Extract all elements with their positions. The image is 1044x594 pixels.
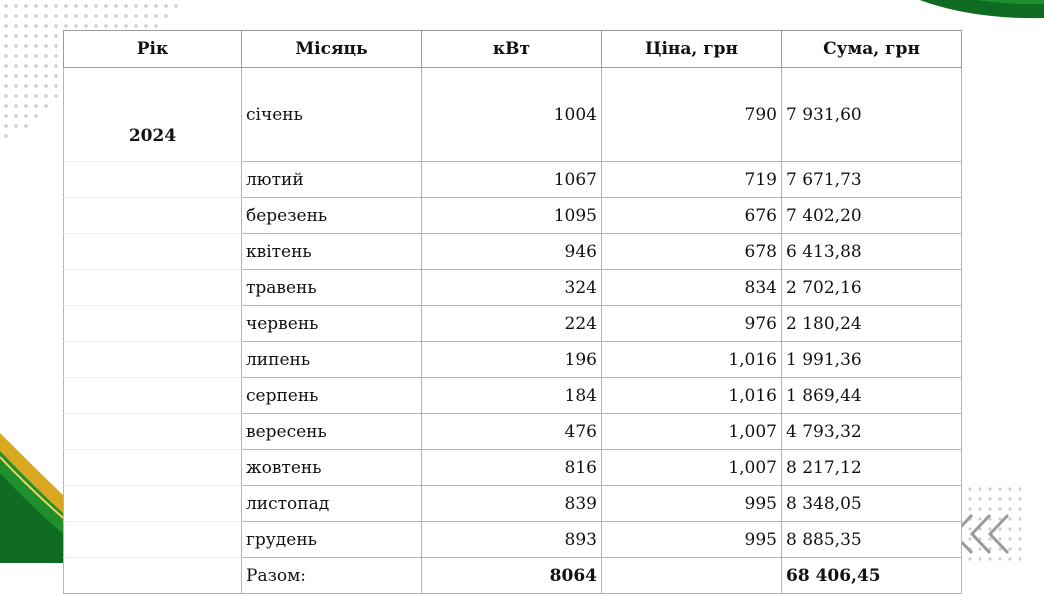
month-cell: серпень — [242, 378, 422, 414]
total-kwt: 8064 — [422, 558, 602, 594]
table-row — [64, 68, 962, 162]
kwt-cell: 1004 — [422, 68, 602, 162]
table-body — [64, 68, 962, 594]
header-sum: Сума, грн — [782, 31, 962, 68]
sum-cell: 8 348,05 — [782, 486, 962, 522]
month-cell: вересень — [242, 414, 422, 450]
price-cell: 676 — [602, 198, 782, 234]
table-row — [64, 162, 962, 198]
month-cell: червень — [242, 306, 422, 342]
year-cell-empty — [64, 450, 242, 486]
table-row — [64, 522, 962, 558]
table-row — [64, 378, 962, 414]
table-row — [64, 486, 962, 522]
table-row — [64, 234, 962, 270]
year-cell-empty — [64, 198, 242, 234]
year-cell-empty — [64, 162, 242, 198]
sum-cell: 8 217,12 — [782, 450, 962, 486]
table-row — [64, 342, 962, 378]
table-row — [64, 450, 962, 486]
header-month: Місяць — [242, 31, 422, 68]
year-cell-empty — [64, 558, 242, 594]
price-cell: 976 — [602, 306, 782, 342]
sum-cell: 7 671,73 — [782, 162, 962, 198]
month-cell: лютий — [242, 162, 422, 198]
year-cell-empty — [64, 342, 242, 378]
kwt-cell: 1095 — [422, 198, 602, 234]
year-cell-empty — [64, 306, 242, 342]
total-price — [602, 558, 782, 594]
header-kwt: кВт — [422, 31, 602, 68]
price-cell: 1,016 — [602, 342, 782, 378]
sum-cell: 2 702,16 — [782, 270, 962, 306]
kwt-cell: 816 — [422, 450, 602, 486]
table-row — [64, 306, 962, 342]
sum-cell: 2 180,24 — [782, 306, 962, 342]
table-row — [64, 198, 962, 234]
kwt-cell: 893 — [422, 522, 602, 558]
total-sum: 68 406,45 — [782, 558, 962, 594]
price-cell: 790 — [602, 68, 782, 162]
table-row — [64, 414, 962, 450]
price-cell: 719 — [602, 162, 782, 198]
sum-cell: 1 991,36 — [782, 342, 962, 378]
month-cell: грудень — [242, 522, 422, 558]
sum-cell: 6 413,88 — [782, 234, 962, 270]
month-cell: листопад — [242, 486, 422, 522]
kwt-cell: 476 — [422, 414, 602, 450]
sum-cell: 1 869,44 — [782, 378, 962, 414]
price-cell: 1,016 — [602, 378, 782, 414]
sum-cell: 7 931,60 — [782, 68, 962, 162]
table-total-row — [64, 558, 962, 594]
sum-cell: 4 793,32 — [782, 414, 962, 450]
header-year: Рік — [64, 31, 242, 68]
month-cell: березень — [242, 198, 422, 234]
year-cell-empty — [64, 522, 242, 558]
year-cell-empty — [64, 234, 242, 270]
month-cell: липень — [242, 342, 422, 378]
month-cell: травень — [242, 270, 422, 306]
total-label: Разом: — [242, 558, 422, 594]
month-cell: жовтень — [242, 450, 422, 486]
year-cell-empty — [64, 486, 242, 522]
table-row — [64, 270, 962, 306]
price-cell: 834 — [602, 270, 782, 306]
kwt-cell: 184 — [422, 378, 602, 414]
sum-cell: 7 402,20 — [782, 198, 962, 234]
price-cell: 1,007 — [602, 450, 782, 486]
kwt-cell: 1067 — [422, 162, 602, 198]
month-cell: січень — [242, 68, 422, 162]
price-cell: 678 — [602, 234, 782, 270]
year-cell-empty — [64, 414, 242, 450]
header-price: Ціна, грн — [602, 31, 782, 68]
year-cell: 2024 — [64, 68, 242, 162]
kwt-cell: 324 — [422, 270, 602, 306]
price-cell: 1,007 — [602, 414, 782, 450]
sum-cell: 8 885,35 — [782, 522, 962, 558]
table-header-row — [64, 31, 962, 68]
electricity-table — [63, 30, 962, 594]
price-cell: 995 — [602, 522, 782, 558]
kwt-cell: 946 — [422, 234, 602, 270]
month-cell: квітень — [242, 234, 422, 270]
kwt-cell: 224 — [422, 306, 602, 342]
year-cell-empty — [64, 270, 242, 306]
kwt-cell: 839 — [422, 486, 602, 522]
kwt-cell: 196 — [422, 342, 602, 378]
year-cell-empty — [64, 378, 242, 414]
price-cell: 995 — [602, 486, 782, 522]
